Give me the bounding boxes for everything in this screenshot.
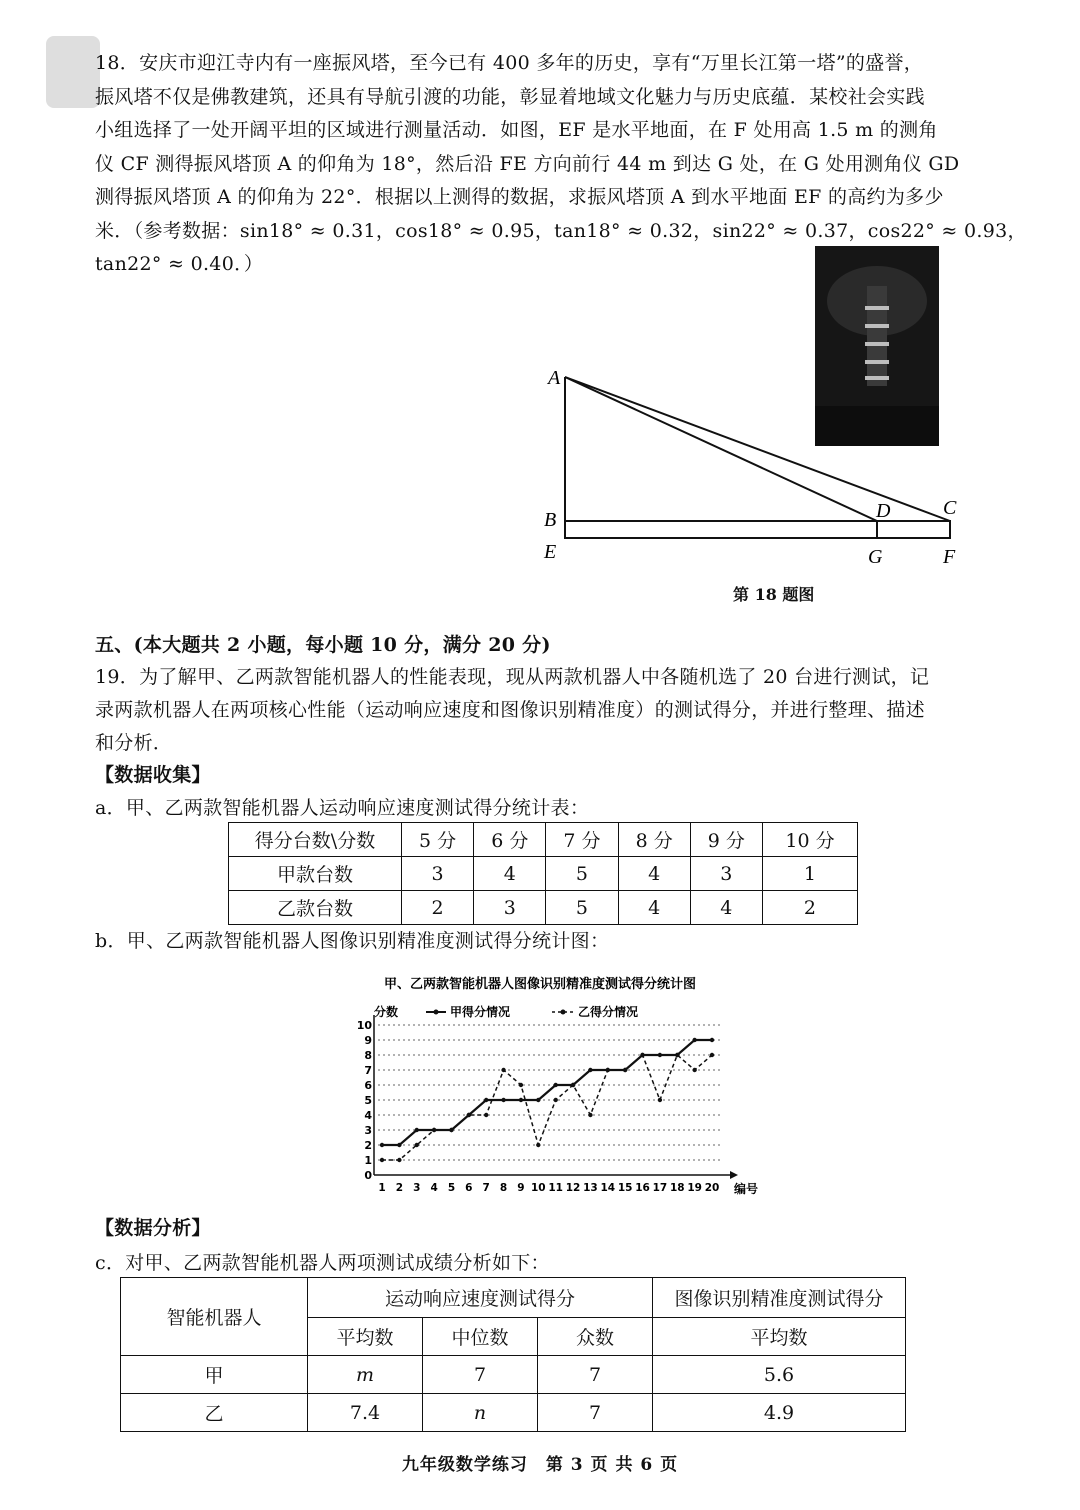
text-line: 和分析． bbox=[95, 732, 173, 754]
x-tick-label: 4 bbox=[430, 1182, 438, 1194]
app-overlay-icon[interactable] bbox=[46, 36, 100, 108]
text-line: 19．为了解甲、乙两款智能机器人的性能表现，现从两款机器人中各随机选了 20 台进行测试，记 bbox=[95, 666, 930, 688]
table-c-sub-header: 众数 bbox=[538, 1318, 653, 1356]
table-c-row-label: 甲 bbox=[121, 1356, 308, 1394]
x-tick-label: 20 bbox=[704, 1182, 720, 1194]
text-line: 18．安庆市迎江寺内有一座振风塔，至今已有 400 多年的历史，享有“万里长江第一塔”的盛誉， bbox=[95, 52, 924, 74]
x-axis-label: 编号 bbox=[734, 1182, 759, 1196]
data-point-yi bbox=[553, 1098, 557, 1102]
chart-title: 甲、乙两款智能机器人图像识别精准度测试得分统计图 bbox=[383, 977, 697, 992]
data-collection-heading: 【数据收集】 bbox=[95, 764, 211, 786]
legend-label-jia: 甲得分情况 bbox=[450, 1005, 511, 1019]
tower-photo bbox=[815, 246, 939, 446]
data-point-yi bbox=[571, 1083, 575, 1087]
label-d: D bbox=[876, 500, 891, 522]
data-point-yi bbox=[449, 1128, 453, 1132]
text-line: 测得振风塔顶 A 的仰角为 22°．根据以上测得的数据，求振风塔顶 A 到水平地面 EF 的高约为多少 bbox=[95, 186, 944, 208]
data-point-jia bbox=[519, 1098, 523, 1102]
y-tick-label: 8 bbox=[364, 1049, 372, 1062]
text-line: 米．（参考数据：sin18° ≈ 0.31，cos18° ≈ 0.95，tan18° ≈ 0.32，sin22° ≈ 0.37，cos22° ≈ 0.93， bbox=[95, 219, 1027, 242]
section-5-heading: 五、(本大题共 2 小题，每小题 10 分，满分 20 分) bbox=[95, 634, 551, 656]
y-tick-label: 10 bbox=[356, 1019, 372, 1032]
text-line: 小组选择了一处开阔平坦的区域进行测量活动．如图，EF 是水平地面，在 F 处用高 1.5 m 的测角 bbox=[95, 119, 938, 141]
data-point-yi bbox=[432, 1128, 436, 1132]
text-line: 录两款机器人在两项核心性能（运动响应速度和图像识别精准度）的测试得分，并进行整理、描述 bbox=[95, 699, 925, 721]
table-a-cell: 1 bbox=[762, 857, 857, 891]
label-f: F bbox=[943, 546, 956, 568]
x-tick-label: 13 bbox=[583, 1182, 598, 1194]
x-tick-label: 2 bbox=[395, 1182, 404, 1194]
data-point-yi bbox=[658, 1098, 662, 1102]
data-point-jia bbox=[484, 1098, 488, 1102]
legend-marker-jia bbox=[434, 1010, 439, 1015]
text-line: 仪 CF 测得振风塔顶 A 的仰角为 18°，然后沿 FE 方向前行 44 m 到达 G 处，在 G 处用测角仪 GD bbox=[95, 152, 960, 175]
part-c-label: c．对甲、乙两款智能机器人两项测试成绩分析如下： bbox=[95, 1252, 550, 1274]
table-a-cell: 4 bbox=[618, 857, 690, 891]
y-tick-label: 4 bbox=[364, 1109, 372, 1122]
x-tick-label: 17 bbox=[652, 1182, 668, 1194]
data-analysis-heading: 【数据分析】 bbox=[95, 1217, 211, 1239]
data-point-jia bbox=[588, 1068, 592, 1072]
table-a-cell: 4 bbox=[690, 891, 762, 925]
y-tick-label: 9 bbox=[364, 1034, 372, 1047]
score-line-chart bbox=[340, 970, 759, 1196]
series-line-yi bbox=[382, 1055, 712, 1160]
text-line: tan22° ≈ 0.40．） bbox=[95, 253, 264, 275]
data-point-yi bbox=[640, 1053, 644, 1057]
table-a-cell: 5 bbox=[546, 857, 618, 891]
label-c: C bbox=[943, 497, 957, 519]
table-c-sub-header: 平均数 bbox=[653, 1318, 906, 1356]
table-c-robot-header: 智能机器人 bbox=[121, 1278, 308, 1356]
page-footer: 九年级数学练习 第 3 页 共 6 页 bbox=[401, 1455, 679, 1475]
table-a-cell: 2 bbox=[762, 891, 857, 925]
x-tick-label: 3 bbox=[413, 1182, 421, 1194]
data-point-jia bbox=[380, 1143, 384, 1147]
table-a-header-cell: 9 分 bbox=[690, 823, 762, 857]
table-a-cell: 4 bbox=[618, 891, 690, 925]
y-tick-label: 7 bbox=[364, 1064, 372, 1077]
table-c-cell: 7 bbox=[538, 1356, 653, 1394]
table-a-header-cell: 7 分 bbox=[546, 823, 618, 857]
data-point-yi bbox=[588, 1113, 592, 1117]
x-tick-label: 18 bbox=[669, 1182, 685, 1194]
x-tick-label: 9 bbox=[517, 1182, 525, 1194]
x-tick-label: 19 bbox=[687, 1182, 702, 1194]
data-point-jia bbox=[536, 1098, 540, 1102]
data-point-yi bbox=[397, 1158, 401, 1162]
table-a-header-cell: 6 分 bbox=[474, 823, 546, 857]
y-tick-label: 0 bbox=[364, 1169, 372, 1182]
table-c-sub-header: 中位数 bbox=[423, 1318, 538, 1356]
part-b-label: b．甲、乙两款智能机器人图像识别精准度测试得分统计图： bbox=[95, 930, 610, 952]
analysis-table-c bbox=[120, 1277, 906, 1432]
text-line: 振风塔不仅是佛教建筑，还具有导航引渡的功能，彰显着地域文化魅力与历史底蕴．某校社会实践 bbox=[95, 85, 925, 108]
table-a-row-label: 甲款台数 bbox=[229, 857, 402, 891]
x-tick-label: 6 bbox=[465, 1182, 473, 1194]
data-point-jia bbox=[397, 1143, 401, 1147]
x-tick-label: 11 bbox=[548, 1182, 563, 1194]
data-point-yi bbox=[467, 1113, 471, 1117]
y-tick-label: 1 bbox=[364, 1154, 372, 1167]
label-e: E bbox=[544, 541, 557, 563]
table-a-row-label: 乙款台数 bbox=[229, 891, 402, 925]
table-a-cell: 2 bbox=[402, 891, 474, 925]
data-point-jia bbox=[658, 1053, 662, 1057]
data-point-jia bbox=[692, 1038, 696, 1042]
figure-18-caption: 第 18 题图 bbox=[733, 585, 815, 604]
x-tick-label: 16 bbox=[635, 1182, 650, 1194]
table-c-cell: 7 bbox=[423, 1356, 538, 1394]
data-point-jia bbox=[710, 1038, 714, 1042]
data-point-jia bbox=[501, 1098, 505, 1102]
x-tick-label: 5 bbox=[447, 1182, 456, 1194]
data-point-yi bbox=[606, 1068, 610, 1072]
table-c-cell: 7.4 bbox=[308, 1394, 423, 1432]
table-c-cell: 4.9 bbox=[653, 1394, 906, 1432]
table-c-cell: 5.6 bbox=[653, 1356, 906, 1394]
legend-marker-yi bbox=[561, 1010, 566, 1015]
label-b: B bbox=[544, 509, 557, 531]
data-point-yi bbox=[380, 1158, 384, 1162]
table-a-cell: 3 bbox=[690, 857, 762, 891]
x-tick-label: 10 bbox=[531, 1182, 546, 1194]
legend-label-yi: 乙得分情况 bbox=[578, 1005, 639, 1019]
y-tick-label: 3 bbox=[364, 1124, 372, 1137]
data-point-yi bbox=[623, 1068, 627, 1072]
data-point-yi bbox=[501, 1068, 505, 1072]
data-point-jia bbox=[415, 1128, 419, 1132]
table-c-cell: m bbox=[308, 1356, 423, 1394]
part-a-label: a．甲、乙两款智能机器人运动响应速度测试得分统计表： bbox=[95, 797, 590, 819]
y-tick-label: 2 bbox=[364, 1139, 372, 1152]
x-tick-label: 14 bbox=[600, 1182, 616, 1194]
data-point-jia bbox=[553, 1083, 557, 1087]
table-a-cell: 3 bbox=[474, 891, 546, 925]
table-a-header-cell: 得分台数\分数 bbox=[229, 823, 402, 857]
data-point-yi bbox=[415, 1143, 419, 1147]
y-tick-label: 5 bbox=[364, 1094, 372, 1107]
ground-strip bbox=[565, 521, 950, 538]
table-a-header-cell: 10 分 bbox=[762, 823, 857, 857]
data-point-yi bbox=[675, 1053, 679, 1057]
label-g: G bbox=[868, 546, 883, 568]
y-axis-label: 分数 bbox=[374, 1005, 399, 1019]
data-point-yi bbox=[484, 1113, 488, 1117]
data-point-yi bbox=[692, 1068, 696, 1072]
table-a-header-cell: 8 分 bbox=[618, 823, 690, 857]
x-tick-label: 12 bbox=[565, 1182, 581, 1194]
y-tick-label: 6 bbox=[364, 1079, 372, 1092]
x-axis-arrow bbox=[730, 1171, 738, 1179]
table-c-cell: n bbox=[423, 1394, 538, 1432]
table-a-cell: 4 bbox=[474, 857, 546, 891]
x-tick-label: 1 bbox=[378, 1182, 386, 1194]
table-c-sub-header: 平均数 bbox=[308, 1318, 423, 1356]
table-c-group1-header: 运动响应速度测试得分 bbox=[308, 1278, 653, 1318]
table-c-group2-header: 图像识别精准度测试得分 bbox=[653, 1278, 906, 1318]
x-tick-label: 8 bbox=[499, 1182, 508, 1194]
data-point-yi bbox=[710, 1053, 714, 1057]
table-a-header-cell: 5 分 bbox=[402, 823, 474, 857]
table-a-cell: 3 bbox=[402, 857, 474, 891]
x-tick-label: 15 bbox=[617, 1182, 633, 1194]
table-c-cell: 7 bbox=[538, 1394, 653, 1432]
score-table-a bbox=[228, 822, 858, 925]
data-point-yi bbox=[536, 1143, 540, 1147]
data-point-yi bbox=[519, 1083, 523, 1087]
x-tick-label: 7 bbox=[482, 1182, 490, 1194]
table-c-row-label: 乙 bbox=[121, 1394, 308, 1432]
label-a: A bbox=[548, 367, 561, 389]
table-a-cell: 5 bbox=[546, 891, 618, 925]
